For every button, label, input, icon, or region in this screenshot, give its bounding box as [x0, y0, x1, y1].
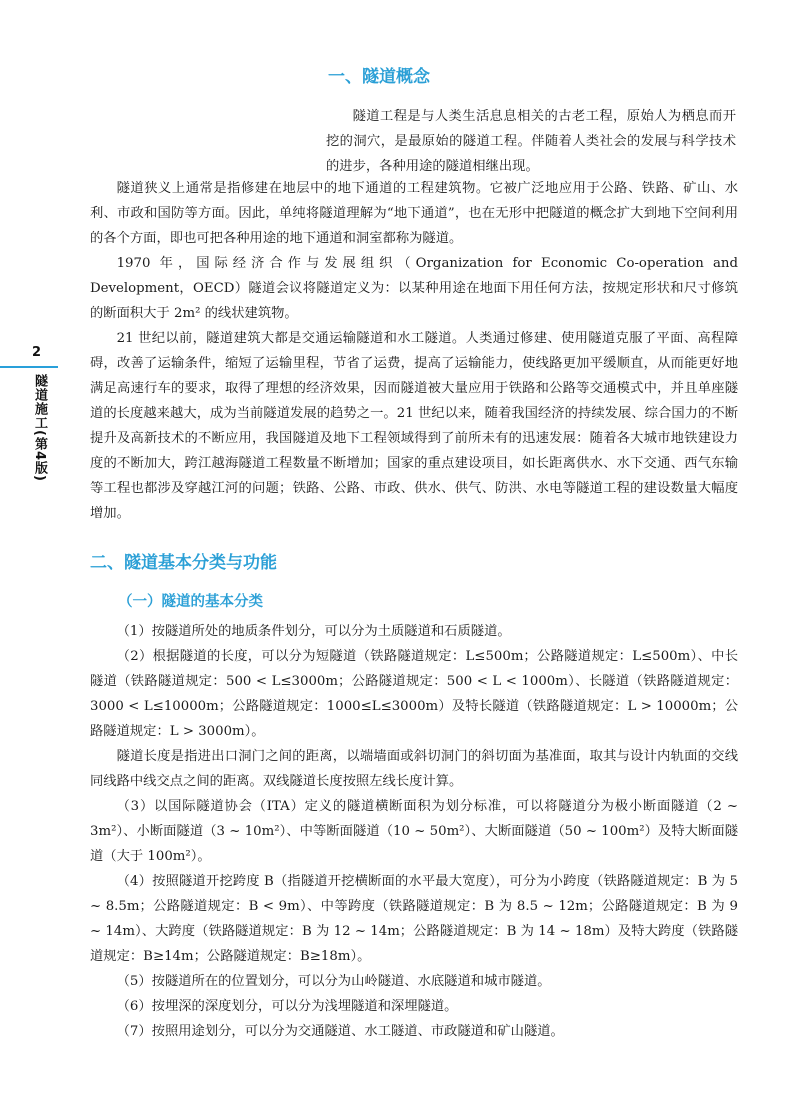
paragraph: （3）以国际隧道协会（ITA）定义的隧道横断面积为划分标准，可以将隧道分为极小断面隧道（2 ~ 3m²）、小断面隧道（3 ~ 10m²）、中等断面隧道（10 ~ 50m²）、大断面隧道（50 ~ 100m²）及特大断面隧道（大于 100m²）。	[90, 799, 738, 864]
section2-body	[90, 619, 738, 1044]
paragraph: 隧道长度是指进出口洞门之间的距离，以端墙面或斜切洞门的斜切面为基准面，取其与设计内轨面的交线同线路中线交点之间的距离。双线隧道长度按照左线长度计算。	[90, 749, 738, 789]
section1-body	[90, 176, 738, 526]
subsection-title: （一）隧道的基本分类	[118, 594, 263, 610]
margin-rule	[0, 366, 58, 368]
paragraph: （5）按隧道所在的位置划分，可以分为山岭隧道、水底隧道和城市隧道。	[116, 974, 551, 989]
paragraph: （2）根据隧道的长度，可以分为短隧道（铁路隧道规定：L≤500m；公路隧道规定：L≤500m）、中长隧道（铁路隧道规定：500 < L≤3000m；公路隧道规定：500 < L < 1000m）、长隧道（铁路隧道规定：3000 < L≤10000m；公路隧道规定：1000≤L≤3000m）及特长隧道（铁路隧道规定：L > 10000m；公路隧道规定：L > 3000m）。	[90, 649, 738, 739]
paragraph: 隧道狭义上通常是指修建在地层中的地下通道的工程建筑物。它被广泛地应用于公路、铁路、矿山、水利、市政和国防等方面。因此，单纯将隧道理解为“地下通道”，也在无形中把隧道的概念扩大到地下空间利用的各个方面，即也可把各种用途的地下通道和洞室都称为隧道。	[90, 181, 738, 246]
page-margin	[0, 0, 60, 1097]
page-number: 2	[32, 345, 42, 360]
paragraph: （4）按照隧道开挖跨度 B（指隧道开挖横断面的水平最大宽度），可分为小跨度（铁路隧道规定：B 为 5 ~ 8.5m；公路隧道规定：B < 9m）、中等跨度（铁路隧道规定：B 为 8.5 ~ 12m；公路隧道规定：B 为 9 ~ 14m）、大跨度（铁路隧道规定：B 为 12 ~ 14m；公路隧道规定：B 为 14 ~ 18m）及特大跨度（铁路隧道规定：B≥14m；公路隧道规定：B≥18m）。	[90, 874, 738, 964]
section-title-2: 二、隧道基本分类与功能	[90, 553, 277, 573]
paragraph: 1970 年，国际经济合作与发展组织（Organization for Economic Co-operation and Development，OECD）隧道会议将隧道定义为：以某种用途在地面下用任何方法，按规定形状和尺寸修筑的断面积大于 2m² 的线状建筑物。	[90, 256, 738, 321]
section1-intro: 隧道工程是与人类生活息息相关的古老工程，原始人为栖息而开挖的洞穴，是最原始的隧道工程。伴随着人类社会的发展与科学技术的进步，各种用途的隧道相继出现。	[326, 109, 736, 174]
running-book-title: 隧道施工(第4版)	[32, 374, 47, 482]
paragraph: （1）按隧道所处的地质条件划分，可以分为土质隧道和石质隧道。	[116, 624, 511, 639]
paragraph: （6）按埋深的深度划分，可以分为浅埋隧道和深埋隧道。	[116, 999, 458, 1014]
paragraph: （7）按照用途划分，可以分为交通隧道、水工隧道、市政隧道和矿山隧道。	[116, 1024, 564, 1039]
section-title-1: 一、隧道概念	[328, 67, 430, 87]
paragraph: 21 世纪以前，隧道建筑大都是交通运输隧道和水工隧道。人类通过修建、使用隧道克服了平面、高程障碍，改善了运输条件，缩短了运输里程，节省了运费，提高了运输能力，使线路更加平缓顺直，从而能更好地满足高速行车的要求，取得了理想的经济效果，因而隧道被大量应用于铁路和公路等交通模式中，并且单座隧道的长度越来越大，成为当前隧道发展的趋势之一。21 世纪以来，随着我国经济的持续发展、综合国力的不断提升及高新技术的不断应用，我国隧道及地下工程领域得到了前所未有的迅速发展：随着各大城市地铁建设力度的不断加大，跨江越海隧道工程数量不断增加；国家的重点建设项目，如长距离供水、水下交通、西气东输等工程也都涉及穿越江河的问题；铁路、公路、市政、供水、供气、防洪、水电等隧道工程的建设数量大幅度增加。	[90, 331, 738, 521]
